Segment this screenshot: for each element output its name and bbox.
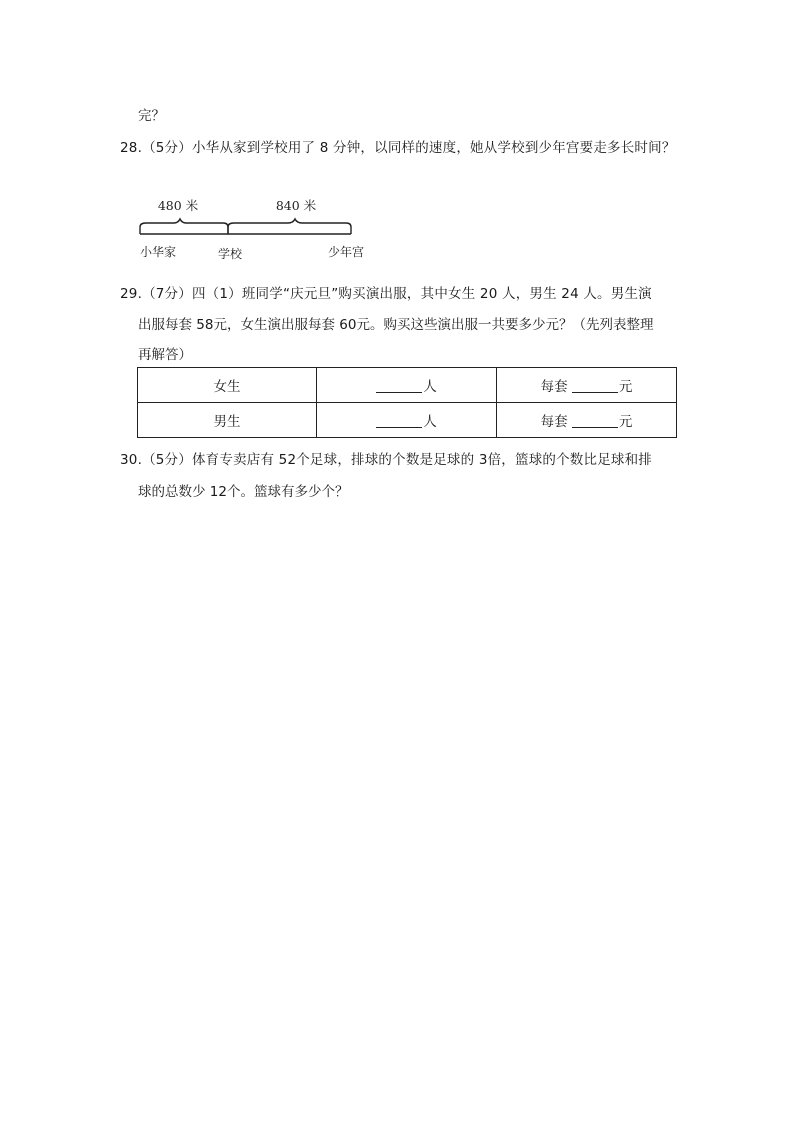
count-cell bbox=[317, 403, 497, 438]
q29-line1: 29.（7分）四（1）班同学“庆元旦”购买演出服，其中女生 20 人，男生 24 人。男生演 bbox=[120, 286, 652, 302]
price-prefix: 每套 bbox=[540, 414, 568, 430]
price-unit: 元 bbox=[618, 379, 633, 395]
count-unit: 人 bbox=[423, 414, 437, 430]
q28-distance-diagram bbox=[138, 194, 378, 264]
table-row bbox=[138, 368, 677, 403]
group-cell: 女生 bbox=[138, 368, 317, 403]
price-unit: 元 bbox=[618, 414, 633, 430]
count-cell bbox=[317, 368, 497, 403]
group-cell: 男生 bbox=[138, 403, 317, 438]
table-row bbox=[138, 403, 677, 438]
q30-line2: 球的总数少 12个。篮球有多少个？ bbox=[138, 484, 349, 500]
seg1-label: 480 米 bbox=[157, 198, 199, 213]
q29-line2: 出服每套 58元，女生演出服每套 60元。购买这些演出服一共要多少元？（先列表整理 bbox=[138, 317, 654, 333]
seg1-brace bbox=[140, 219, 228, 234]
q27-continuation: 完？ bbox=[138, 108, 165, 124]
price-blank[interactable] bbox=[572, 413, 618, 428]
q29-data-table bbox=[137, 367, 677, 438]
point-school: 学校 bbox=[218, 247, 243, 261]
count-blank[interactable] bbox=[376, 378, 422, 393]
count-unit: 人 bbox=[423, 379, 437, 395]
price-prefix: 每套 bbox=[540, 379, 568, 395]
seg2-brace bbox=[228, 219, 351, 234]
seg2-label: 840 米 bbox=[275, 198, 317, 213]
q29-line3: 再解答） bbox=[138, 347, 192, 363]
price-cell bbox=[497, 403, 677, 438]
price-cell bbox=[497, 368, 677, 403]
point-palace: 少年宫 bbox=[328, 245, 365, 259]
q30-line1: 30.（5分）体育专卖店有 52个足球，排球的个数是足球的 3倍，篮球的个数比足球和排 bbox=[120, 452, 653, 468]
count-blank[interactable] bbox=[376, 413, 422, 428]
point-home: 小华家 bbox=[140, 245, 177, 259]
q28-question: 28.（5分）小华从家到学校用了 8 分钟，以同样的速度，她从学校到少年宫要走多长时间？ bbox=[120, 140, 676, 156]
price-blank[interactable] bbox=[572, 378, 618, 393]
